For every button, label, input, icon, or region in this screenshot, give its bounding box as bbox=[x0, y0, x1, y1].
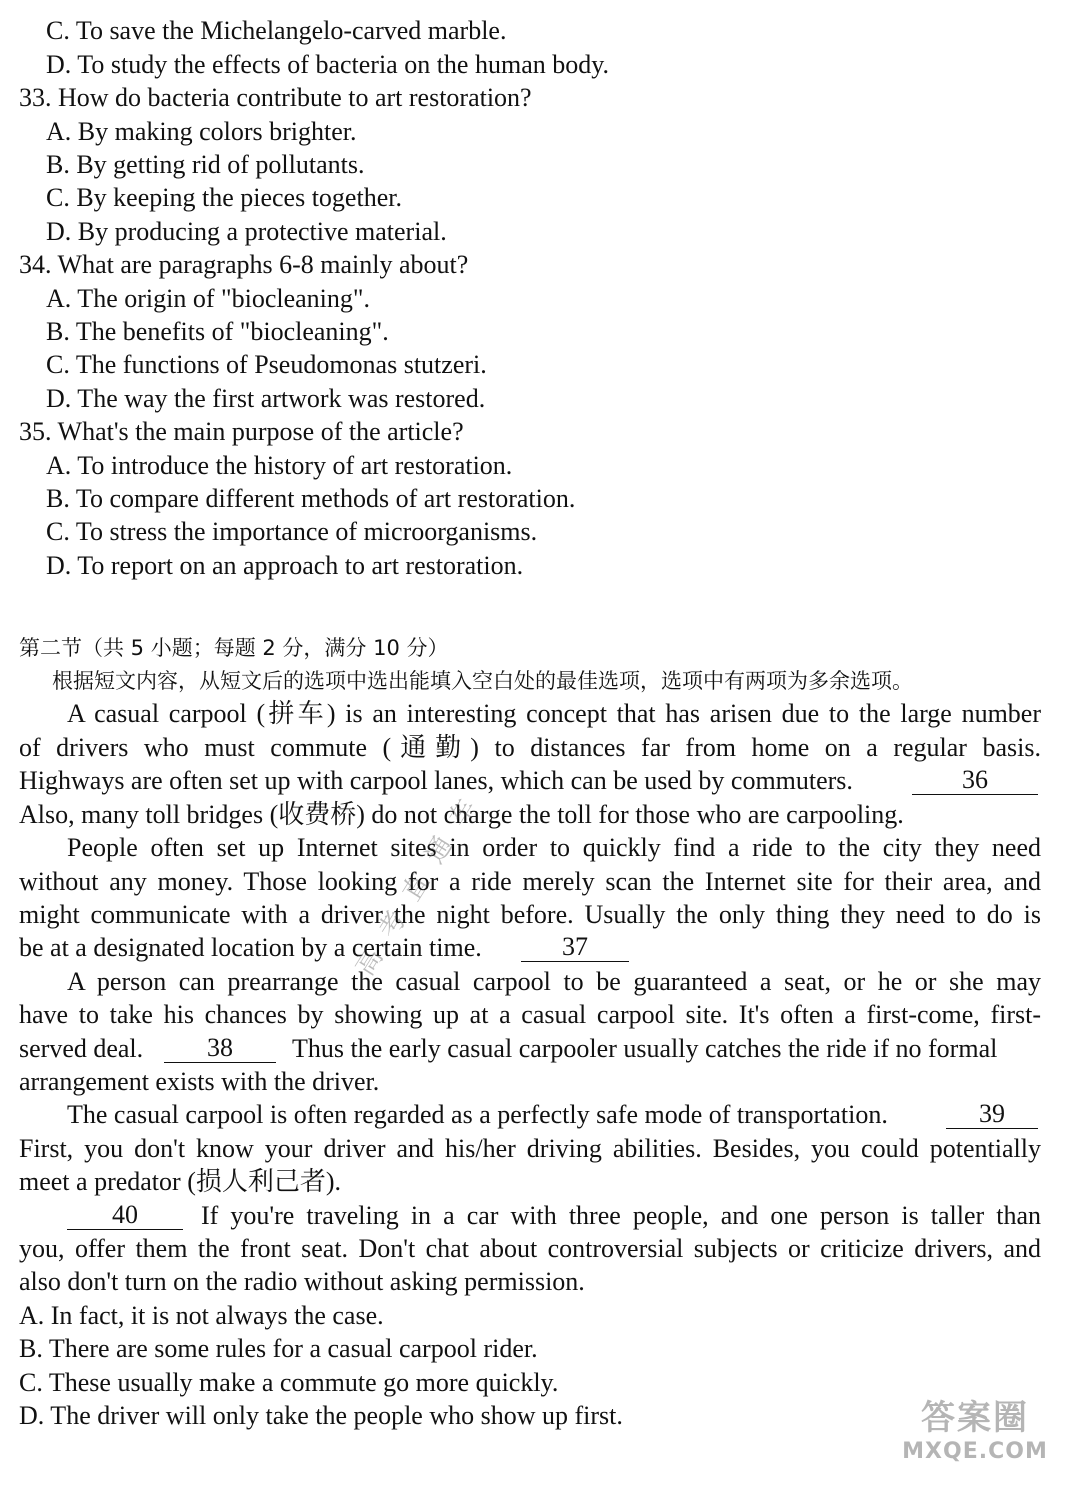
answer-option-c: C. These usually make a commute go more quickly. bbox=[19, 1368, 559, 1397]
p1-line-2: of drivers who must commute (通勤) to distances far from home on a regular basis. bbox=[19, 733, 1041, 762]
corner-logo-watermark bbox=[900, 1390, 1050, 1470]
p4-line-1 bbox=[19, 1098, 1041, 1131]
blank-36[interactable]: 36 bbox=[912, 767, 1038, 795]
answer-option-a: A. In fact, it is not always the case. bbox=[19, 1301, 384, 1330]
logo-top-text: 答案圈 bbox=[921, 1398, 1029, 1438]
q34-option-c: C. The functions of Pseudomonas stutzeri. bbox=[46, 350, 487, 379]
p4-line-2: First, you don't know your driver and his/her driving abilities. Besides, you could potentially bbox=[19, 1134, 1041, 1163]
blank-37[interactable]: 37 bbox=[521, 934, 629, 962]
p5-line-3: also don't turn on the radio without asking permission. bbox=[19, 1267, 585, 1296]
q35-option-c: C. To stress the importance of microorganisms. bbox=[46, 517, 538, 546]
p3-line-2: have to take his chances by showing up at a casual carpool site. It's often a first-come, first- bbox=[19, 1000, 1041, 1029]
q34-option-b: B. The benefits of "biocleaning". bbox=[46, 317, 389, 346]
p3-line-1: A person can prearrange the casual carpool to be guaranteed a seat, or he or she may bbox=[67, 967, 1041, 996]
q34-option-a: A. The origin of "biocleaning". bbox=[46, 284, 371, 313]
q33-option-b: B. By getting rid of pollutants. bbox=[46, 150, 365, 179]
q33-option-a: A. By making colors brighter. bbox=[46, 117, 357, 146]
p5-line-2: you, offer them the front seat. Don't chat about controversial subjects or criticize drivers, and bbox=[19, 1234, 1041, 1263]
p3-line-3 bbox=[19, 1032, 1041, 1065]
q32-option-c: C. To save the Michelangelo-carved marble. bbox=[46, 16, 507, 45]
p2-line-3: might communicate with a driver the night before. Usually the only thing they need to do is bbox=[19, 900, 1041, 929]
p2-line-4-text: be at a designated location by a certain time. bbox=[19, 933, 482, 962]
p3-line-3-text-b: Thus the early casual carpooler usually catches the ride if no formal bbox=[292, 1034, 998, 1063]
p1-line-3 bbox=[19, 764, 1041, 797]
section-instruction: 根据短文内容，从短文后的选项中选出能填入空白处的最佳选项，选项中有两项为多余选项。 bbox=[52, 669, 913, 693]
p2-line-1: People often set up Internet sites in order to quickly find a ride to the city they need bbox=[67, 833, 1041, 862]
q34-option-d: D. The way the first artwork was restored. bbox=[46, 384, 486, 413]
q34-stem: 34. What are paragraphs 6-8 mainly about? bbox=[19, 250, 469, 279]
blank-38[interactable]: 38 bbox=[164, 1035, 276, 1063]
q33-option-d: D. By producing a protective material. bbox=[46, 217, 447, 246]
p4-line-1-text: The casual carpool is often regarded as a perfectly safe mode of transportation. bbox=[67, 1100, 888, 1129]
q33-option-c: C. By keeping the pieces together. bbox=[46, 183, 402, 212]
q32-option-d: D. To study the effects of bacteria on the human body. bbox=[46, 50, 610, 79]
diagonal-watermark: 高考直通车 bbox=[350, 778, 493, 982]
logo-bottom-text: MXQE.COM bbox=[902, 1439, 1048, 1464]
q33-stem: 33. How do bacteria contribute to art restoration? bbox=[19, 83, 532, 112]
q35-stem: 35. What's the main purpose of the article? bbox=[19, 417, 464, 446]
p2-line-2: without any money. Those looking for a ride merely scan the Internet site for their area, and bbox=[19, 867, 1041, 896]
p5-line-1-text: If you're traveling in a car with three people, and one person is taller than bbox=[201, 1201, 1041, 1230]
section-header: 第二节（共 5 小题；每题 2 分，满分 10 分） bbox=[19, 636, 449, 660]
q35-option-a: A. To introduce the history of art restoration. bbox=[46, 451, 513, 480]
p4-line-3: meet a predator (损人利己者). bbox=[19, 1167, 342, 1196]
p2-line-4 bbox=[19, 931, 1041, 964]
p3-line-4: arrangement exists with the driver. bbox=[19, 1067, 380, 1096]
p3-line-3-text-a: served deal. bbox=[19, 1034, 144, 1063]
p1-line-4: Also, many toll bridges (收费桥) do not charge the toll for those who are carpooling. bbox=[19, 800, 904, 829]
blank-40[interactable]: 40 bbox=[67, 1202, 183, 1230]
q35-option-d: D. To report on an approach to art restoration. bbox=[46, 551, 524, 580]
answer-option-d: D. The driver will only take the people who show up first. bbox=[19, 1401, 623, 1430]
answer-option-b: B. There are some rules for a casual carpool rider. bbox=[19, 1334, 538, 1363]
blank-39[interactable]: 39 bbox=[946, 1101, 1038, 1129]
q35-option-b: B. To compare different methods of art restoration. bbox=[46, 484, 576, 513]
p1-line-3-text: Highways are often set up with carpool lanes, which can be used by commuters. bbox=[19, 766, 853, 795]
p1-line-1: A casual carpool (拼车) is an interesting concept that has arisen due to the large number bbox=[67, 699, 1041, 728]
